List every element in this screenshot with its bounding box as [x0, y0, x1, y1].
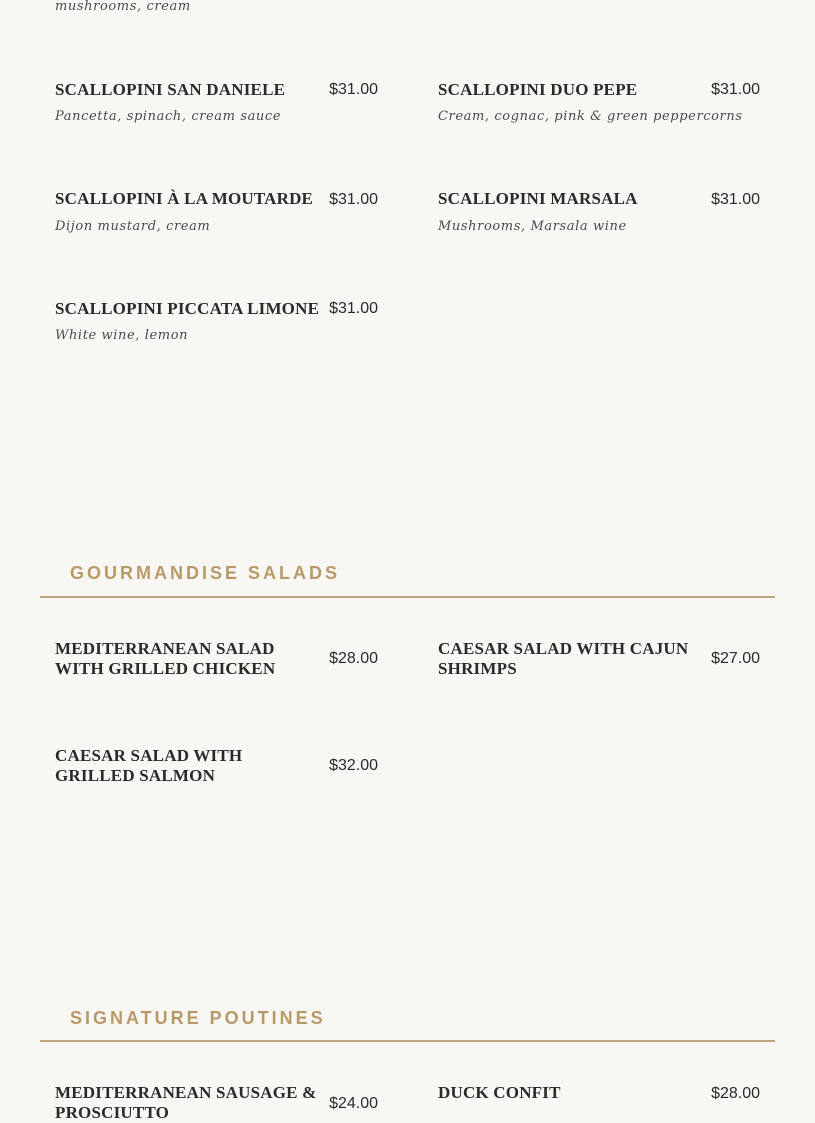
menu-item-name: SCALLOPINI DUO PEPE	[438, 80, 638, 99]
menu-item-name: CAESAR SALAD WITH GRILLED SALMON	[55, 746, 243, 785]
menu-item-price: $31.00	[329, 191, 378, 208]
menu-item-price: $28.00	[711, 1085, 760, 1102]
menu-item-price: $31.00	[329, 300, 378, 317]
section-divider	[40, 596, 775, 598]
item-description: Cream, cognac, pink & green peppercorns	[438, 109, 743, 124]
menu-item-name: CAESAR SALAD WITH CAJUN SHRIMPS	[438, 639, 689, 678]
section-divider	[40, 1040, 775, 1042]
item-description: Dijon mustard, cream	[55, 219, 211, 234]
menu-item-price: $31.00	[329, 81, 378, 98]
menu-item-price: $31.00	[711, 81, 760, 98]
menu-item-name: SCALLOPINI SAN DANIELE	[55, 80, 286, 99]
item-description: Pancetta, spinach, cream sauce	[55, 109, 282, 124]
section-title: SIGNATURE POUTINES	[70, 1008, 326, 1028]
menu-item-price: $24.00	[329, 1095, 378, 1112]
menu-item-name: SCALLOPINI À LA MOUTARDE	[55, 189, 314, 208]
menu-item-name: SCALLOPINI MARSALA	[438, 189, 638, 208]
menu-item-name: DUCK CONFIT	[438, 1083, 561, 1102]
item-description: Mushrooms, Marsala wine	[438, 219, 627, 234]
menu-item-name: MEDITERRANEAN SAUSAGE & PROSCIUTTO	[55, 1083, 317, 1122]
menu-item-price: $27.00	[711, 650, 760, 667]
item-description: White wine, lemon	[55, 328, 189, 343]
menu-item-price: $31.00	[711, 191, 760, 208]
menu-item-price: $28.00	[329, 650, 378, 667]
item-description: mushrooms, cream	[55, 0, 191, 14]
menu-item-name: MEDITERRANEAN SALAD WITH GRILLED CHICKEN	[55, 639, 276, 678]
menu-item-price: $32.00	[329, 757, 378, 774]
menu-item-name: SCALLOPINI PICCATA LIMONE	[55, 299, 320, 318]
section-title: GOURMANDISE SALADS	[70, 563, 341, 583]
